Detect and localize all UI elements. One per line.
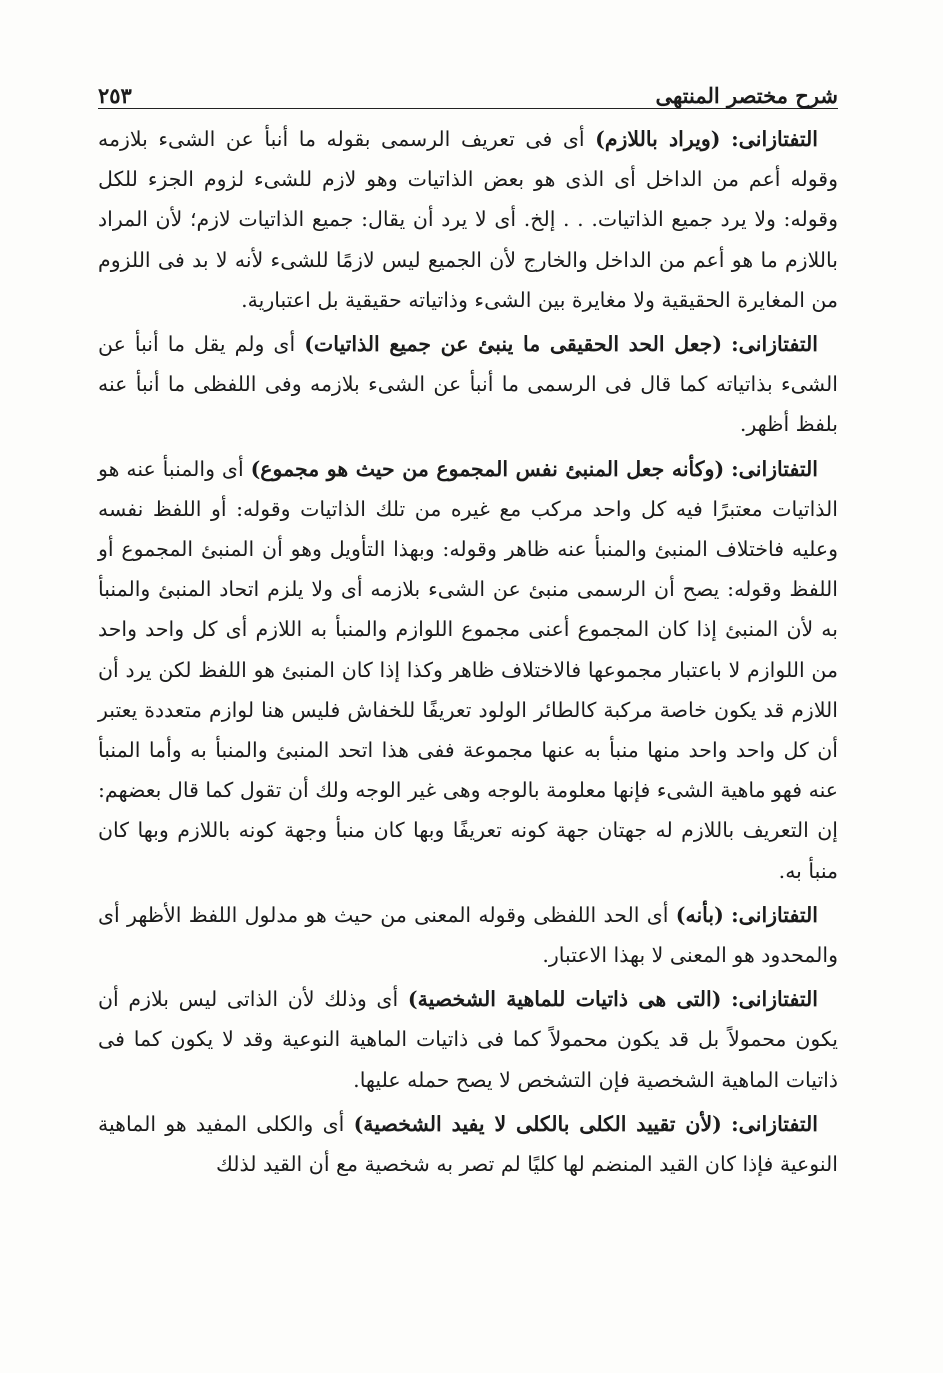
commentary-paragraph — [98, 449, 838, 891]
paragraph-text: أى ولم يقل ما أنبأ عن الشىء بذاتياته كما قال فى الرسمى ما أنبأ عن الشىء بلازمه وفى اللفظى ما أنبأ عنه بلفظ أظهر. — [98, 332, 838, 437]
quoted-phrase: (لأن تقييد الكلى بالكلى لا يفيد الشخصية) — [353, 1111, 722, 1136]
commentary-paragraph — [98, 324, 838, 445]
speaker-label: التفتازانى: — [731, 456, 818, 481]
page-number: ٢٥٣ — [98, 83, 132, 108]
quoted-phrase: (وكأنه جعل المنبئ نفس المجموع من حيث هو مجموع) — [250, 456, 725, 481]
page-header — [98, 74, 838, 109]
commentary-paragraph — [98, 1104, 838, 1184]
speaker-label: التفتازانى: — [731, 902, 818, 927]
paragraph-text: أى فى تعريف الرسمى بقوله ما أنبأ عن الشىء بلازمه وقوله أعم من الداخل أى الذى هو بعض الذاتيات وهو لازم للشىء لزوم الجزء للكل وقوله: ولا يرد جميع الذاتيات. . . إلخ. أى لا يرد أن يقال: جميع الذاتيات لازم؛ لأن المراد باللازم ما هو أعم من الداخل والخارج لأن الجميع ليس لازمًا للشىء لأنه لا بد فى اللزوم من المغايرة الحقيقية ولا مغايرة بين الشىء وذاتياته حقيقية بل اعتبارية. — [98, 127, 838, 312]
paragraph-text: أى والكلى المفيد هو الماهية النوعية فإذا كان القيد المنضم لها كليًا لم تصر به شخصية مع أن القيد لذلك — [98, 1111, 838, 1177]
speaker-label: التفتازانى: — [731, 987, 818, 1012]
speaker-label: التفتازانى: — [731, 332, 818, 357]
commentary-paragraph — [98, 119, 838, 320]
commentary-paragraph — [98, 895, 838, 975]
speaker-label: التفتازانى: — [731, 127, 818, 151]
quoted-phrase: (التى هى ذاتيات للماهية الشخصية) — [407, 987, 722, 1012]
paragraph-text: أى والمنبأ عنه هو الذاتيات معتبرًا فيه كل واحد مركب مع غيره من تلك الذاتيات وقوله: أو اللفظ نفسه وعليه فاختلاف المنبئ والمنبأ عنه ظاهر وقوله: وبهذا التأويل وهو أن المنبئ المجموع أو اللفظ وقوله: يصح أن الرسمى منبئ عن الشىء بلازمه أى ولا يلزم اتحاد المنبئ والمنبأ به لأن المنبئ إذا كان المجموع أعنى مجموع اللوازم والمنبأ به اللازم أى كل واحد واحد من اللوازم لا باعتبار مجموعها فالاختلاف ظاهر وكذا إذا كان المنبئ هو اللفظ لكن يرد أن اللازم قد يكون خاصة مركبة كالطائر الولود تعريفًا للخفاش فليس هنا لوازم متعددة يعتبر أن كل واحد واحد منها منبأ به عنها مجموعة ففى هذا اتحد المنبئ والمنبأ به وأما المنبأ عنه فهو ماهية الشىء فإنها معلومة بالوجه وهى غير الوجه ولك أن تقول كما قال بعضهم: إن التعريف باللازم له جهتان جهة كونه تعريفًا وبها كان منبأ وجهة كونه باللازم وبها كان منبأ به. — [98, 456, 838, 883]
speaker-label: التفتازانى: — [731, 1111, 818, 1136]
quoted-phrase: (جعل الحد الحقيقى ما ينبئ عن جميع الذاتيات) — [304, 332, 723, 357]
running-title: شرح مختصر المنتهى — [655, 83, 838, 108]
quoted-phrase: (بأنه) — [675, 902, 724, 927]
quoted-phrase: (ويراد باللازم) — [595, 127, 721, 151]
paragraph-text: أى وذلك لأن الذاتى ليس بلازم أن يكون محمولاً بل قد يكون محمولاً كما فى ذاتيات الماهية النوعية وقد لا يكون كما فى ذاتيات الماهية الشخصية فإن التشخص لا يصح حمله عليها. — [98, 987, 838, 1092]
commentary-paragraph — [98, 979, 838, 1100]
paragraph-text: أى الحد اللفظى وقوله المعنى من حيث هو مدلول اللفظ الأظهر أى والمحدود هو المعنى لا بهذا الاعتبار. — [98, 902, 838, 968]
book-page — [98, 74, 838, 1188]
page-body — [98, 119, 838, 1184]
